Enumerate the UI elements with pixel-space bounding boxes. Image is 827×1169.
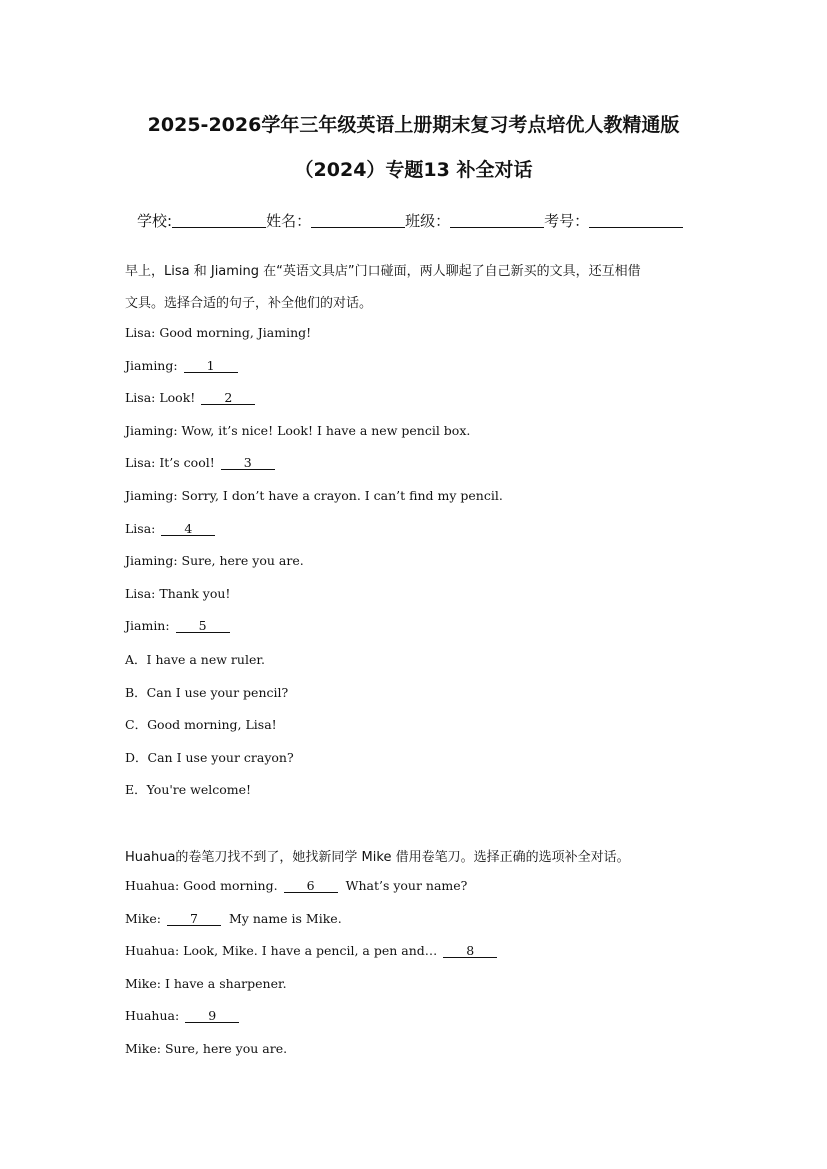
class-blank[interactable] — [450, 213, 544, 228]
answer-blank[interactable]: 5 — [176, 619, 230, 633]
answer-blank[interactable]: 4 — [161, 522, 215, 536]
dialogue-line — [125, 488, 503, 503]
dialogue-text: Lisa: — [125, 520, 156, 536]
dialogue-text: Lisa: Thank you! — [125, 585, 231, 601]
dialogue-text: Jiaming: Sure, here you are. — [125, 553, 304, 569]
dialogue-text: Jiamin: — [125, 618, 170, 634]
dialogue-text: Lisa: Good morning, Jiaming! — [125, 325, 312, 340]
dialogue-line — [125, 358, 238, 373]
answer-blank[interactable]: 6 — [284, 879, 338, 893]
section1-intro-line2: 文具。选择合适的句子，补全他们的对话。 — [125, 296, 373, 311]
name-blank[interactable] — [311, 213, 405, 228]
dialogue-text: Jiaming: Sorry, I don’t have a crayon. I can’t find my pencil. — [125, 488, 503, 503]
answer-blank[interactable]: 3 — [221, 456, 275, 470]
section1-intro-line1: 早上，Lisa 和 Jiaming 在“英语文具店”门口碰面，两人聊起了自己新买的文具，还互相借 — [125, 264, 641, 279]
option-item: C．Good morning, Lisa! — [125, 717, 277, 733]
option-item: D．Can I use your crayon? — [125, 749, 294, 765]
dialogue-line — [125, 618, 230, 633]
dialogue-line — [125, 586, 230, 601]
dialogue-text-after-blank: What’s your name? — [345, 878, 468, 893]
class-label: 班级： — [405, 212, 451, 230]
dialogue-text: Jiaming: Wow, it’s nice! Look! I have a new pencil box. — [125, 422, 471, 438]
section2-intro: Huahua的卷笔刀找不到了，她找新同学 Mike 借用卷笔刀。选择正确的选项补全对话。 — [125, 850, 630, 865]
number-label: 考号： — [544, 212, 590, 230]
answer-blank[interactable]: 2 — [201, 391, 255, 405]
dialogue-text: Mike: — [125, 910, 161, 926]
dialogue-text: Jiaming: — [125, 357, 178, 373]
option-item: E．You're welcome! — [125, 782, 252, 798]
name-label: 姓名： — [266, 212, 312, 230]
dialogue-line — [125, 423, 470, 438]
dialogue-line — [125, 325, 311, 340]
dialogue-text: Huahua: Look, Mike. I have a pencil, a pen and… — [125, 943, 438, 959]
dialogue-text: Lisa: It’s cool! — [125, 455, 215, 471]
dialogue-line — [125, 1041, 287, 1056]
dialogue-text: Huahua: Good morning. — [125, 878, 278, 893]
page-title: 2025-2026学年三年级英语上册期末复习考点培优人教精通版 — [147, 114, 680, 136]
option-item: A．I have a new ruler. — [125, 652, 265, 667]
dialogue-line — [125, 878, 467, 893]
dialogue-line — [125, 911, 342, 926]
dialogue-text: Lisa: Look! — [125, 390, 196, 406]
answer-blank[interactable]: 7 — [167, 912, 221, 926]
dialogue-text-after-blank: My name is Mike. — [228, 910, 342, 926]
dialogue-line — [125, 553, 304, 568]
student-info-row — [137, 210, 683, 231]
number-blank[interactable] — [589, 213, 683, 228]
answer-blank[interactable]: 1 — [184, 359, 238, 373]
answer-blank[interactable]: 8 — [443, 944, 497, 958]
page-subtitle: （2024）专题13 补全对话 — [294, 159, 533, 181]
dialogue-line — [125, 943, 497, 958]
dialogue-text: Mike: Sure, here you are. — [125, 1041, 288, 1056]
dialogue-line — [125, 1008, 239, 1023]
dialogue-line — [125, 521, 215, 536]
dialogue-text: Mike: I have a sharpener. — [125, 975, 287, 991]
school-label: 学校: — [137, 212, 173, 230]
school-blank[interactable] — [172, 213, 266, 228]
answer-blank[interactable]: 9 — [185, 1009, 239, 1023]
dialogue-text: Huahua: — [125, 1008, 180, 1024]
dialogue-line — [125, 390, 255, 405]
dialogue-line — [125, 455, 275, 470]
option-item: B．Can I use your pencil? — [125, 684, 289, 700]
dialogue-line — [125, 976, 287, 991]
